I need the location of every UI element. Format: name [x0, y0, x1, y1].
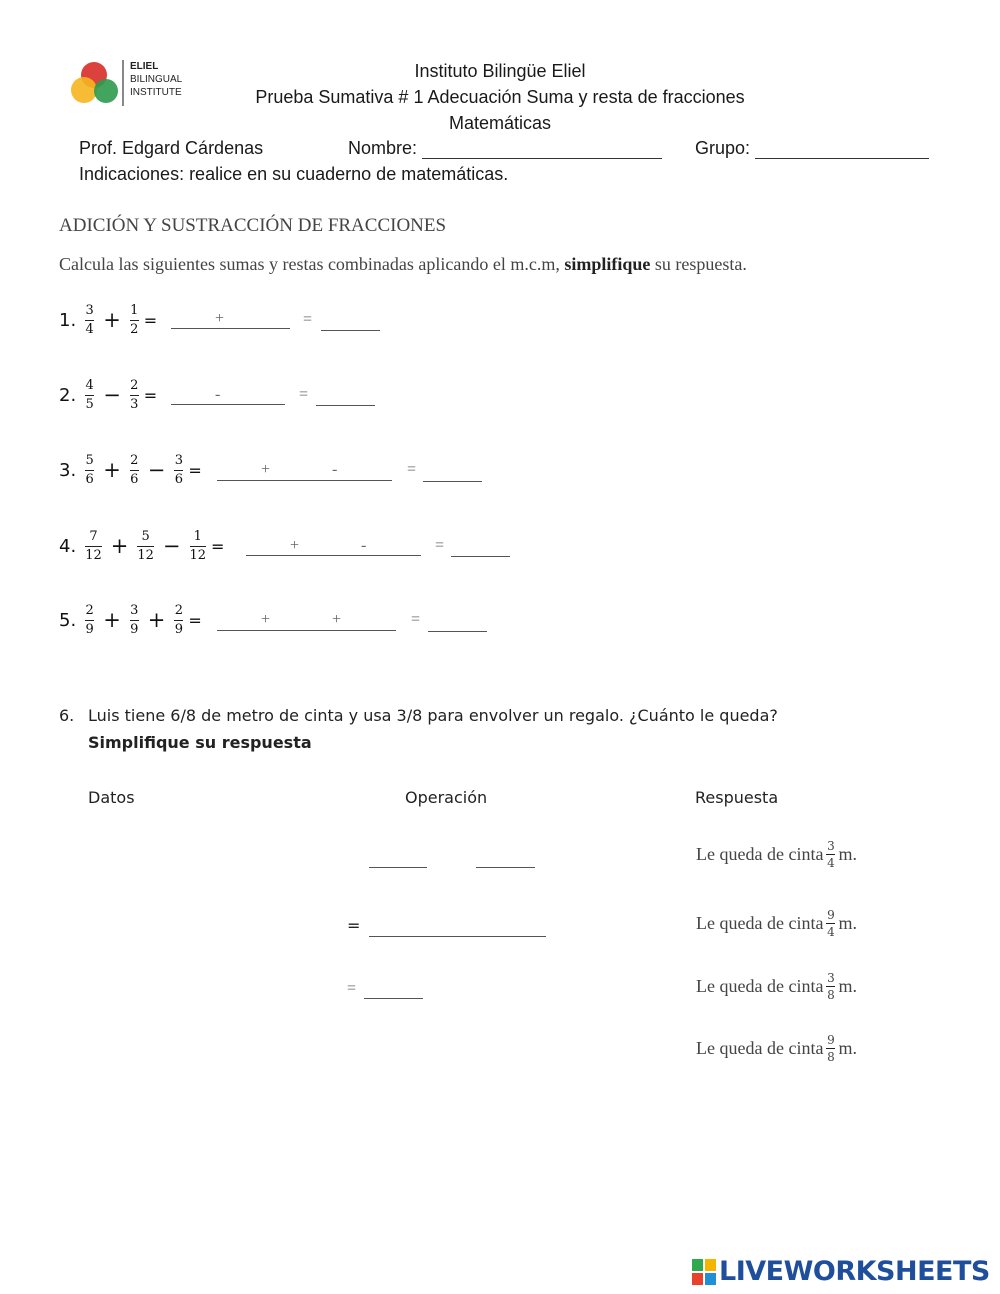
blank-operator: +: [261, 461, 271, 478]
problem-number: 5.: [59, 609, 77, 631]
answer-option-1[interactable]: Le queda de cinta $\frac{3}{4}$ m.: [696, 839, 857, 870]
problem-3: [59, 450, 202, 490]
answer-blank-4a[interactable]: [246, 555, 421, 556]
operator: +: [110, 534, 129, 558]
test-title: Prueba Sumativa # 1 Adecuación Suma y resta de fracciones: [255, 87, 745, 107]
blank-operator: +: [332, 611, 342, 628]
blank-operator: +: [215, 310, 225, 327]
blank-operator: +: [261, 611, 271, 628]
equals-sign: =: [188, 460, 202, 480]
fraction: $\frac{2}{3}$: [130, 377, 139, 412]
problem-number: 1.: [59, 309, 77, 331]
liveworksheets-logo: [692, 1256, 990, 1287]
equals-sign: =: [143, 310, 158, 330]
operator: +: [103, 308, 121, 332]
problem-number: 4.: [59, 535, 77, 557]
student-name-field[interactable]: [348, 138, 662, 159]
blank-operator: -: [332, 461, 338, 478]
fraction: $\frac{3}{6}$: [174, 452, 184, 487]
answer-blank-4b[interactable]: [451, 556, 510, 557]
operator: −: [103, 383, 121, 407]
problem-1: [59, 300, 157, 340]
equals-sign: =: [143, 385, 158, 405]
equals-sign: =: [347, 916, 361, 935]
directions-text: Calcula las siguientes sumas y restas combinadas aplicando el m.c.m,: [59, 254, 560, 274]
equals-sign: =: [188, 610, 202, 630]
equals-sign: =: [411, 611, 421, 628]
answer-option-2[interactable]: Le queda de cinta $\frac{9}{4}$ m.: [696, 908, 857, 939]
fraction: $\frac{3}{4}$: [827, 839, 835, 870]
directions-bold: simplifique: [564, 254, 651, 274]
operator: +: [103, 458, 121, 482]
equals-sign: =: [303, 311, 313, 328]
group-blank[interactable]: [755, 140, 929, 159]
answer-blank-5a[interactable]: [217, 630, 396, 631]
instructions: Indicaciones: realice en su cuaderno de matemáticas.: [79, 164, 509, 184]
logo-text-line2: BILINGUAL: [130, 74, 183, 85]
fraction: $\frac{7}{12}$: [85, 528, 102, 563]
operator: −: [162, 534, 181, 558]
operation-blank-3[interactable]: [369, 936, 546, 937]
fraction: $\frac{2}{9}$: [85, 602, 94, 637]
equals-sign: =: [211, 536, 225, 556]
fraction: $\frac{1}{2}$: [130, 302, 139, 337]
problem-4: [59, 526, 224, 566]
fraction: $\frac{4}{5}$: [85, 377, 94, 412]
answer-blank-2a[interactable]: [171, 404, 285, 405]
operator: +: [103, 608, 121, 632]
operator: −: [147, 458, 166, 482]
logo-text-line3: INSTITUTE: [130, 87, 182, 98]
equals-sign: =: [407, 461, 417, 478]
section-title: ADICIÓN Y SUSTRACCIÓN DE FRACCIONES: [59, 215, 447, 236]
blank-operator: +: [290, 537, 300, 554]
answer-option-3[interactable]: Le queda de cinta $\frac{3}{8}$ m.: [696, 971, 857, 1002]
equals-sign: =: [299, 386, 309, 403]
operation-blank-1[interactable]: [369, 867, 427, 868]
problem-2: [59, 375, 157, 415]
school-name: Instituto Bilingüe Eliel: [414, 61, 586, 81]
group-label: Grupo:: [695, 138, 751, 158]
equals-sign: =: [347, 980, 357, 997]
answer-blank-1a[interactable]: [171, 328, 290, 329]
blank-operator: -: [215, 386, 221, 403]
liveworksheets-wordmark: LIVEWORKSHEETS: [719, 1256, 990, 1287]
subject: Matemáticas: [448, 113, 552, 133]
directions: [59, 254, 747, 275]
blank-operator: -: [361, 537, 367, 554]
problem-5: [59, 600, 202, 640]
column-respuesta: Respuesta: [695, 788, 779, 807]
column-operacion: Operación: [405, 788, 488, 807]
answer-blank-2b[interactable]: [316, 405, 375, 406]
answer-blank-3b[interactable]: [423, 481, 482, 482]
group-field[interactable]: [695, 138, 929, 159]
operation-blank-2[interactable]: [476, 867, 535, 868]
column-datos: Datos: [88, 788, 135, 807]
teacher-name: Prof. Edgard Cárdenas: [79, 138, 264, 158]
liveworksheets-icon: [692, 1259, 716, 1285]
fraction: $\frac{2}{9}$: [174, 602, 184, 637]
problem-6-text: Luis tiene 6/8 de metro de cinta y usa 3/8 para envolver un regalo. ¿Cuánto le queda?: [88, 706, 778, 725]
problem-6-instruction: Simplifique su respuesta: [88, 733, 312, 752]
directions-end: su respuesta.: [654, 254, 747, 274]
equals-sign: =: [435, 537, 445, 554]
logo-text-line1: ELIEL: [130, 61, 159, 72]
fraction: $\frac{3}{8}$: [827, 971, 835, 1002]
fraction: $\frac{9}{4}$: [827, 908, 835, 939]
name-label: Nombre:: [348, 138, 418, 158]
problem-number: 3.: [59, 459, 77, 481]
fraction: $\frac{3}{4}$: [85, 302, 94, 337]
fraction: $\frac{1}{12}$: [189, 528, 207, 563]
answer-blank-5b[interactable]: [428, 631, 487, 632]
fraction: $\frac{9}{8}$: [827, 1033, 835, 1064]
answer-blank-1b[interactable]: [321, 330, 380, 331]
fraction: $\frac{5}{12}$: [137, 528, 154, 563]
fraction: $\frac{3}{9}$: [130, 602, 139, 637]
operator: +: [147, 608, 166, 632]
name-blank[interactable]: [422, 140, 662, 159]
problem-number: 2.: [59, 384, 77, 406]
operation-blank-4[interactable]: [364, 998, 423, 999]
problem-6-number: 6.: [59, 706, 75, 725]
fraction: $\frac{5}{6}$: [85, 452, 94, 487]
answer-blank-3a[interactable]: [217, 480, 392, 481]
answer-option-4[interactable]: Le queda de cinta $\frac{9}{8}$ m.: [696, 1033, 857, 1064]
fraction: $\frac{2}{6}$: [130, 452, 139, 487]
